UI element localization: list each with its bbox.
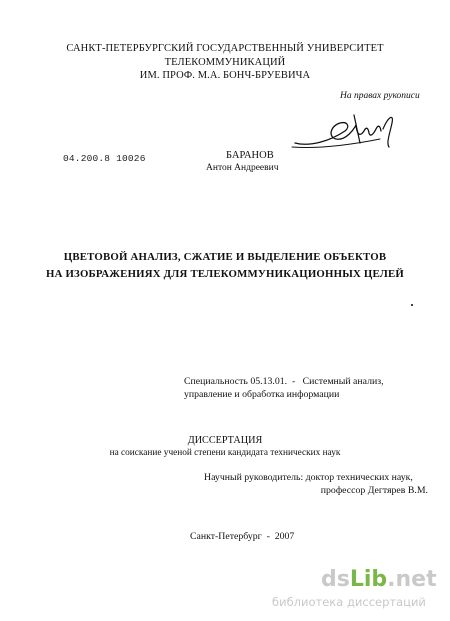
- university-line-3: ИМ. ПРОФ. М.А. БОНЧ-БРУЕВИЧА: [139, 70, 311, 81]
- specialty-line-2: управление и обработка информации: [184, 388, 340, 400]
- dslib-logo: [321, 567, 437, 592]
- scan-dot: [411, 304, 413, 306]
- handwritten-signature: [290, 103, 410, 153]
- author-surname: БАРАНОВ: [226, 150, 274, 161]
- logo-lib: Lib: [349, 567, 388, 592]
- place-year: Санкт-Петербург - 2007: [190, 531, 295, 542]
- university-header: [0, 42, 450, 83]
- title-line-1: ЦВЕТОВОЙ АНАЛИЗ, СЖАТИЕ И ВЫДЕЛЕНИЕ ОБЪЕКТОВ: [63, 251, 387, 263]
- university-line-2: ТЕЛЕКОММУНИКАЦИЙ: [164, 56, 286, 68]
- logo-net: .net: [387, 567, 437, 592]
- title-line-2: НА ИЗОБРАЖЕНИЯХ ДЛЯ ТЕЛЕКОММУНИКАЦИОННЫХ ЦЕЛЕЙ: [45, 268, 405, 280]
- specialty-block: [184, 376, 384, 401]
- logo-ds: ds: [321, 567, 350, 592]
- dissertation-heading: ДИССЕРТАЦИЯ: [187, 435, 263, 446]
- advisor-line-1: Научный руководитель: доктор технических наук,: [204, 472, 413, 483]
- university-line-1: САНКТ-ПЕТЕРБУРГСКИЙ ГОСУДАРСТВЕННЫЙ УНИВЕРСИТЕТ: [66, 43, 384, 54]
- dslib-tagline: библиотека диссертаций: [272, 595, 426, 609]
- manuscript-rights-note: На правах рукописи: [340, 91, 420, 101]
- advisor-block: [204, 472, 428, 497]
- author-name: Антон Андреевич: [206, 163, 279, 173]
- dissertation-title: [0, 249, 450, 283]
- dissertation-subheading: на соискание ученой степени кандидата технических наук: [109, 448, 341, 458]
- advisor-line-2: профессор Дегтярев В.М.: [320, 484, 428, 496]
- specialty-line-1: Специальность 05.13.01. - Системный анализ,: [184, 376, 384, 387]
- library-stamp-number: 04.200.8 10026: [63, 153, 146, 164]
